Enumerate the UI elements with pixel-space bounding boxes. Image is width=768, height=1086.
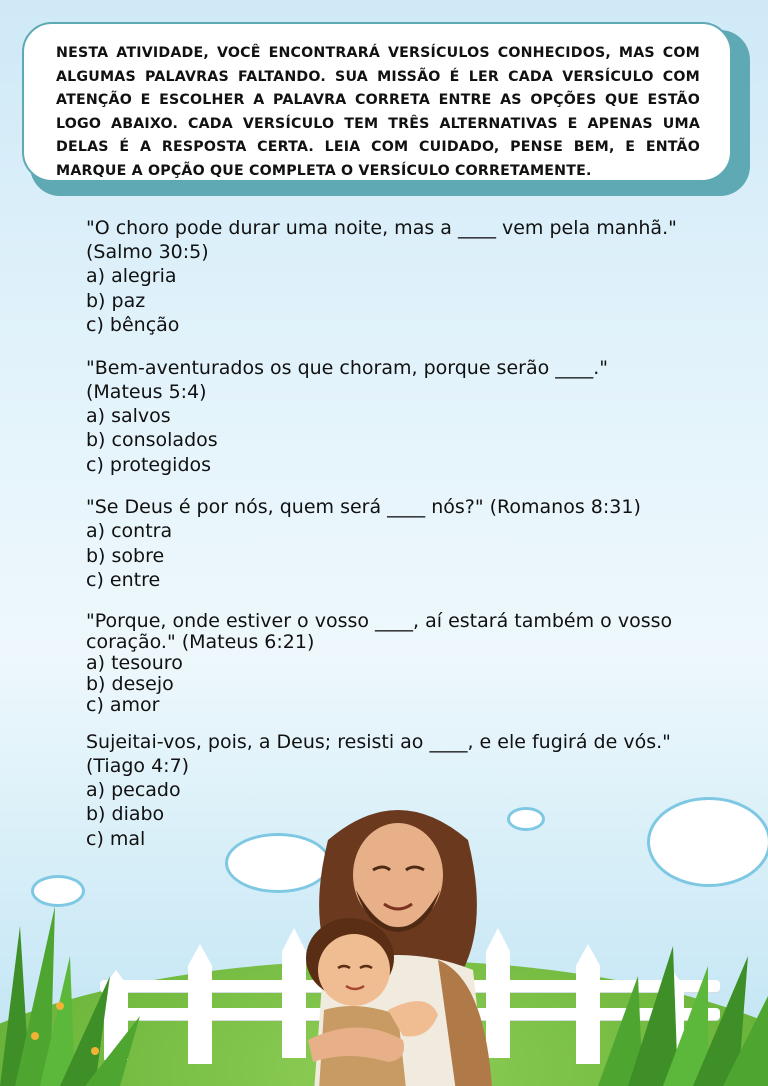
- option-c[interactable]: c) amor: [86, 693, 160, 716]
- instruction-text: NESTA ATIVIDADE, VOCÊ ENCONTRARÁ VERSÍCULOS CONHECIDOS, MAS COM ALGUMAS PALAVRAS FALTANDO. SUA MISSÃO É LER CADA VERSÍCULO COM ATENÇÃO E ESCOLHER A PALAVRA CORRETA ENTRE AS OPÇÕES QUE ESTÃO LOGO ABAIXO. CADA VERSÍCULO TEM TRÊS ALTERNATIVAS E APENAS UMA DELAS É A RESPOSTA CERTA. LEIA COM CUIDADO, PENSE BEM, E ENTÃO MARQUE A OPÇÃO QUE COMPLETA O VERSÍCULO CORRETAMENTE.: [56, 45, 700, 179]
- option-c[interactable]: c) bênção: [86, 314, 180, 336]
- question-3: [86, 495, 686, 593]
- fence-post: [188, 944, 212, 1064]
- grass-tuft-right-icon: [578, 936, 768, 1086]
- verse-text: "O choro pode durar uma noite, mas a ____ vem pela manhã." (Salmo 30:5): [86, 217, 677, 263]
- option-a[interactable]: a) alegria: [86, 265, 177, 287]
- option-a[interactable]: a) tesouro: [86, 651, 183, 674]
- option-b[interactable]: b) paz: [86, 289, 146, 312]
- option-b[interactable]: b) diabo: [86, 803, 165, 825]
- question-1: [86, 216, 686, 338]
- instruction-box: [22, 22, 732, 182]
- option-b[interactable]: b) desejo: [86, 672, 174, 695]
- option-a[interactable]: a) pecado: [86, 778, 181, 801]
- verse-text: "Se Deus é por nós, quem será ____ nós?" (Romanos 8:31): [86, 496, 641, 518]
- option-c[interactable]: c) mal: [86, 827, 146, 850]
- option-c[interactable]: c) protegidos: [86, 453, 212, 476]
- meadow-scene: [0, 780, 768, 1086]
- option-b[interactable]: b) consolados: [86, 429, 218, 451]
- option-a[interactable]: a) salvos: [86, 404, 171, 427]
- verse-text: Sujeitai-vos, pois, a Deus; resisti ao ____, e ele fugirá de vós." (Tiago 4:7): [86, 730, 671, 777]
- option-b[interactable]: b) sobre: [86, 544, 165, 567]
- verse-text: "Porque, onde estiver o vosso ____, aí estará também o vosso coração." (Mateus 6:21): [86, 609, 673, 653]
- grass-tuft-left-icon: [0, 886, 150, 1086]
- question-list: [86, 216, 686, 869]
- question-4: [86, 611, 686, 716]
- option-a[interactable]: a) contra: [86, 520, 173, 542]
- question-2: [86, 356, 686, 478]
- option-c[interactable]: c) entre: [86, 569, 161, 591]
- jesus-hugging-child-icon: [288, 800, 508, 1086]
- verse-text: "Bem-aventurados os que choram, porque serão ____." (Mateus 5:4): [86, 356, 609, 403]
